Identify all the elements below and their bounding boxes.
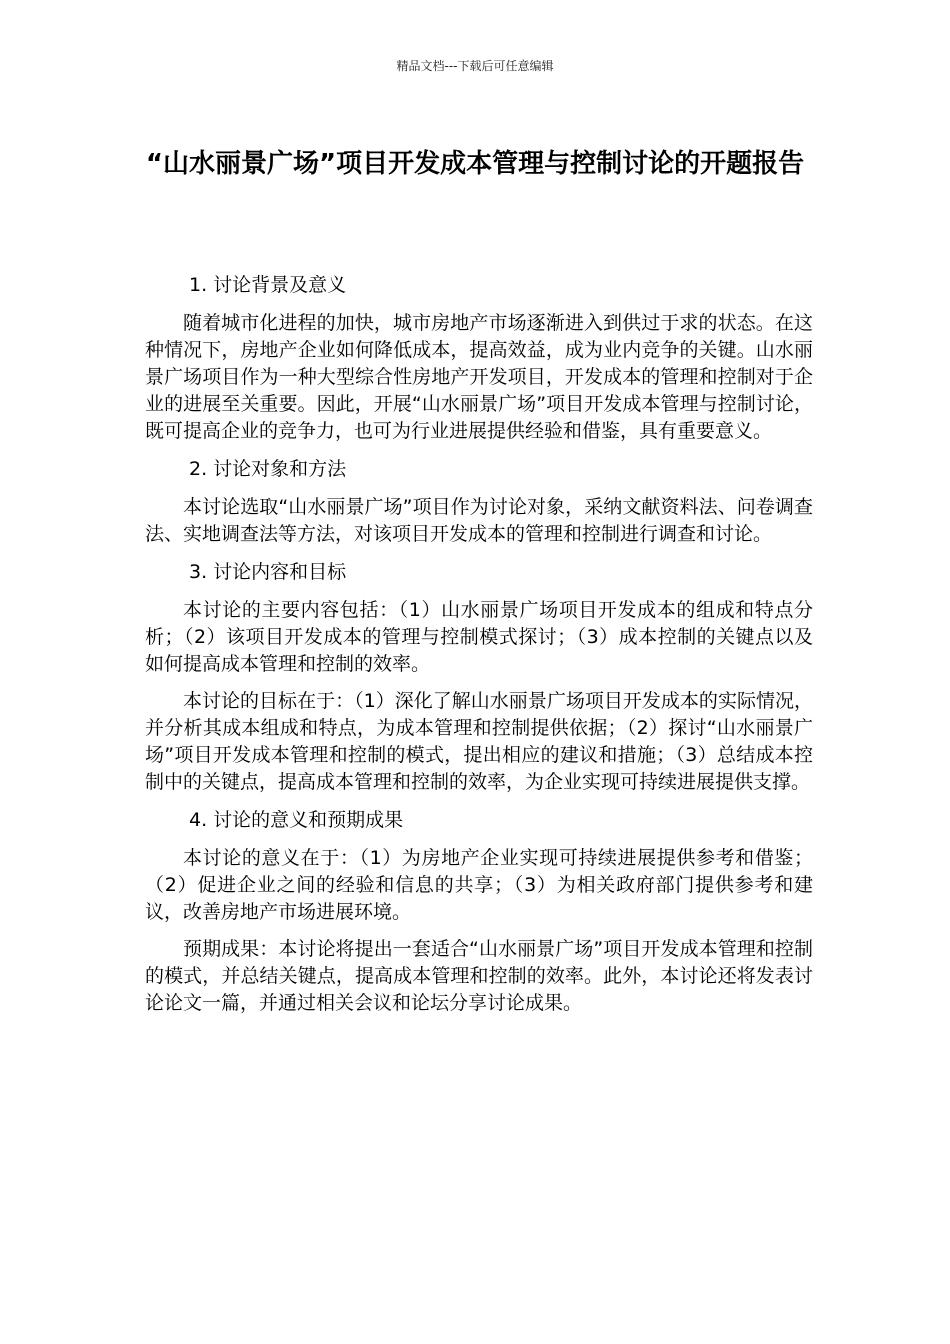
section-heading: 1. 讨论背景及意义 (189, 274, 347, 296)
document-title: “山水丽景广场”项目开发成本管理与控制讨论的开题报告 (145, 149, 805, 179)
paragraph: 本讨论选取“山水丽景广场”项目作为讨论对象，采纳文献资料法、问卷调查法、实地调查法等方法，对该项目开发成本的管理和控制进行调查和讨论。 (145, 496, 813, 545)
paragraph: 本讨论的目标在于：（1）深化了解山水丽景广场项目开发成本的实际情况，并分析其成本组成和特点，为成本管理和控制提供依据；（2）探讨“山水丽景广场”项目开发成本管理和控制的模式，提出相应的建议和措施；（3）总结成本控制中的关键点，提高成本管理和控制的效率，为企业实现可持续进展提供支撑。 (145, 690, 813, 793)
paragraph: 本讨论的意义在于：（1）为房地产企业实现可持续进展提供参考和借鉴；（2）促进企业之间的经验和信息的共享；（3）为相关政府部门提供参考和建议，改善房地产市场进展环境。 (145, 847, 813, 923)
paragraph: 随着城市化进程的加快，城市房地产市场逐渐进入到供过于求的状态。在这种情况下，房地产企业如何降低成本，提高效益，成为业内竞争的关键。山水丽景广场项目作为一种大型综合性房地产开发项目，开发成本的管理和控制对于企业的进展至关重要。因此，开展“山水丽景广场”项目开发成本管理与控制讨论，既可提高企业的竞争力，也可为行业进展提供经验和借鉴，具有重要意义。 (145, 312, 813, 442)
paragraph: 本讨论的主要内容包括：（1）山水丽景广场项目开发成本的组成和特点分析；（2）该项目开发成本的管理与控制模式探讨；（3）成本控制的关键点以及如何提高成本管理和控制的效率。 (145, 599, 813, 675)
section-heading: 2. 讨论对象和方法 (189, 458, 347, 480)
section-4 (145, 806, 813, 1017)
section-heading: 3. 讨论内容和目标 (189, 561, 347, 583)
section-2 (145, 455, 813, 548)
document-body (145, 271, 813, 1027)
paragraph: 预期成果：本讨论将提出一套适合“山水丽景广场”项目开发成本管理和控制的模式，并总结关键点，提高成本管理和控制的效率。此外，本讨论还将发表讨论论文一篇，并通过相关会议和论坛分享讨论成果。 (145, 938, 813, 1014)
page-header: 精品文档---下载后可任意编辑 (396, 59, 554, 73)
section-3 (145, 558, 813, 796)
section-heading: 4. 讨论的意义和预期成果 (189, 809, 404, 831)
section-1 (145, 271, 813, 445)
